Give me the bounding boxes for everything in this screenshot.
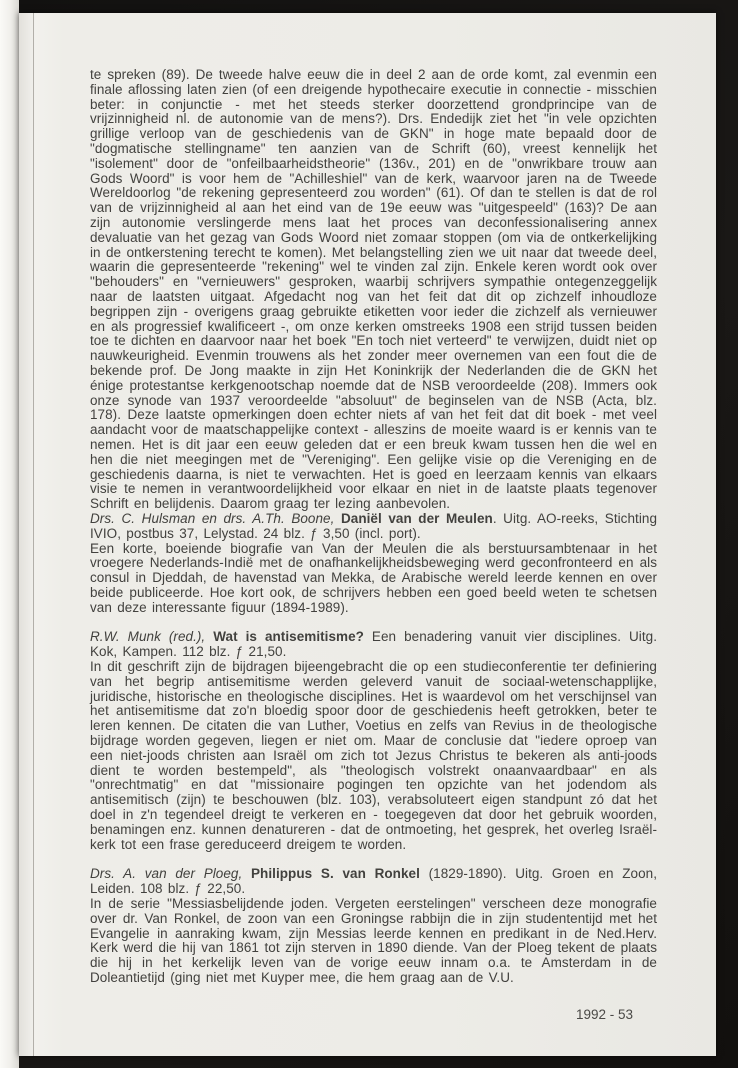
review-imprint: (1829-1890). Uitg. Groen en Zoon, Leiden. 108 blz. ƒ 22,50. (90, 866, 658, 897)
page-number: 1992 - 53 (575, 1007, 633, 1022)
review-imprint: Een benadering vanuit vier disciplines. Uitg. Kok, Kampen. 112 blz. ƒ 21,50. (90, 629, 657, 660)
review-entry (90, 512, 657, 616)
review-heading (90, 630, 657, 660)
review-authors: R.W. Munk (red.), (90, 629, 214, 645)
review-heading (90, 512, 657, 542)
review-body: Een korte, boeiende biografie van Van der Meulen die als berstuursambtenaar in het vroegere Nederlands-Indië met de onafhankelijkheidsbeweging werd geconfronteerd en als consul in Djeddah, de havenstad van Mekka, de Arabische wereld leerde kennen en over beide publiceerde. Hoe kort ook, de schrijvers hebben een goed beeld weten te schetsen van deze interessante figuur (1894-1989). (90, 540, 657, 615)
review-entry (90, 867, 657, 985)
review-authors: Drs. A. van der Ploeg, (90, 866, 251, 882)
text-column (90, 68, 657, 1001)
page-footer (90, 1007, 657, 1022)
review-authors: Drs. C. Hulsman en drs. A.Th. Boone, (90, 510, 341, 526)
review-entry (90, 630, 657, 852)
review-imprint: . Uitg. AO-reeks, Stichting IVIO, postbus 37, Lelystad. 24 blz. ƒ 3,50 (incl. port). (90, 510, 657, 541)
page-crease (33, 13, 34, 1056)
review-book-title: Daniël van der Meulen (340, 510, 493, 526)
review-body: In dit geschrift zijn de bijdragen bijeengebracht die op een studieconferentie ter definiering van het begrip antisemitisme werden geleverd vanuit de sociaal-wetenschapplijke, juridische, historische en theologische disciplines. Het is waardevol om het verschijnsel van het antisemitisme dat zo'n bloedig spoor door de geschiedenis heeft getrokken, beter te leren kennen. De citaten die van Luther, Voetius en zelfs van Revius in de theologische bijdrage worden gegeven, liegen er niet om. Maar de conclusie dat "iedere oproep van een niet-joods christen aan Israël om zich tot Jezus Christus te bekeren als anti-joods dient te worden bestempeld", als "theologisch volstrekt onaanvaardbaar" en als "onrechtmatig" en dat "missionaire pogingen ten opzichte van het jodendom als antisemitisch (zijn) te beschouwen (blz. 103), verabsoluteert eigen standpunt zó dat het doel in z'n tegendeel dreigt te verkeren en - toegegeven dat door het gebruik woorden, benamingen enz. kunnen denatureren - dat de ontmoeting, het gesprek, het overleg Israël-kerk tot een frase gereduceerd dreigem te worden. (90, 659, 657, 852)
review-continuation-paragraph: te spreken (89). De tweede halve eeuw die in deel 2 aan de orde komt, zal evenmin een finale aflossing laten zien (of een dreigende hypothecaire executie in connectie - misschien beter: in conjunctie - met het steeds sterker doorzettend grondprincipe van de vrijzinnigheid nl. de autonomie van de mens?). Drs. Endedijk ziet het "in vele opzichten grillige verloop van de geschiedenis van de GKN" in hoge mate bepaald door de "dogmatische stellingname" ten aanzien van de Schrift (60), vreest kennelijk het "isolement" door de "onfeilbaarheidstheorie" (136v., 201) en de "onwrikbare trouw aan Gods Woord" is voor hem de "Achilleshiel" van de kerk, waarvoor jaren na de Tweede Wereldoorlog "de rekening gepresenteerd zou worden" (61). Of dan te stellen is dat de rol van de vrijzinnigheid al aan het eind van de 19e eeuw was "uitgespeeld" (163)? De aan zijn autonomie verslingerde mens laat het proces van deconfessionalisering annex devaluatie van het gezag van Gods Woord niet zomaar stoppen (om via de ontkerkelijking in de ontkerstening terecht te komen). Met belangstelling zien we uit naar dat tweede deel, waarin die gepresenteerde "rekening" wel te vinden zal zijn. Enkele keren wordt ook over "behouders" en "vernieuwers" gesproken, waarbij schrijvers sympathie ontegenzeggelijk naar de laatsten uitgaat. Afgedacht nog van het feit dat dit op zichzelf inhoudloze begrippen zijn - overigens graag gebruikte etiketten voor ieder die zichzelf als vernieuwer en als progressief kwalificeert -, om onze kerken omstreeks 1908 een strijd tussen beiden toe te dichten en daarvoor naar het boek "En toch niet verteerd" te verwijzen, duidt niet op nauwkeurigheid. Evenmin trouwens als het zonder meer overnemen van een fout die de bekende prof. De Jong maakte in zijn Het Koninkrijk der Nederlanden die de GKN het énige protestantse kerkgenootschap noemde dat de NSB veroordeelde (208). Immers ook onze synode van 1937 veroordeelde "absoluut" de beginselen van de NSB (Acta, blz. 178). Deze laatste opmerkingen doen echter niets af van het feit dat dit boek - met veel aandacht voor de maatschappelijke context - alleszins de moeite waard is er kennis van te nemen. Het is dit jaar een eeuw geleden dat er een breuk kwam tussen hen die wel en hen die niet meegingen met de "Vereniging". Een gelijke visie op die Vereniging en de geschiedenis daarna, is niet te verwachten. Het is goed en leerzaam kennis van elkaars visie te nemen in verantwoordelijkheid voor elkaar en niet in de laatste plaats tegenover Schrift en belijdenis. Daarom graag ter lezing aanbevolen. (90, 67, 657, 512)
review-heading (90, 867, 657, 897)
book-page (19, 13, 716, 1056)
review-book-title: Wat is antisemitisme? (213, 629, 364, 645)
review-book-title: Philippus S. van Ronkel (251, 866, 420, 882)
facing-page-edge (0, 0, 19, 1068)
review-body: In de serie "Messiasbelijdende joden. Vergeten eerstelingen" verscheen deze monografie over dr. Van Ronkel, de zoon van een Groningse rabbijn die in zijn studententijd met het Evangelie in aanraking kwam, zijn Messias leerde kennen en predikant in de Ned.Herv. Kerk werd die hij van 1861 tot zijn sterven in 1890 diende. Van der Ploeg tekent de plaats die hij in het kerkelijk leven van de vorige eeuw innam o.a. te Amsterdam in de Doleantietijd (ging niet met Kuyper mee, die hem graag aan de V.U. (90, 896, 657, 986)
